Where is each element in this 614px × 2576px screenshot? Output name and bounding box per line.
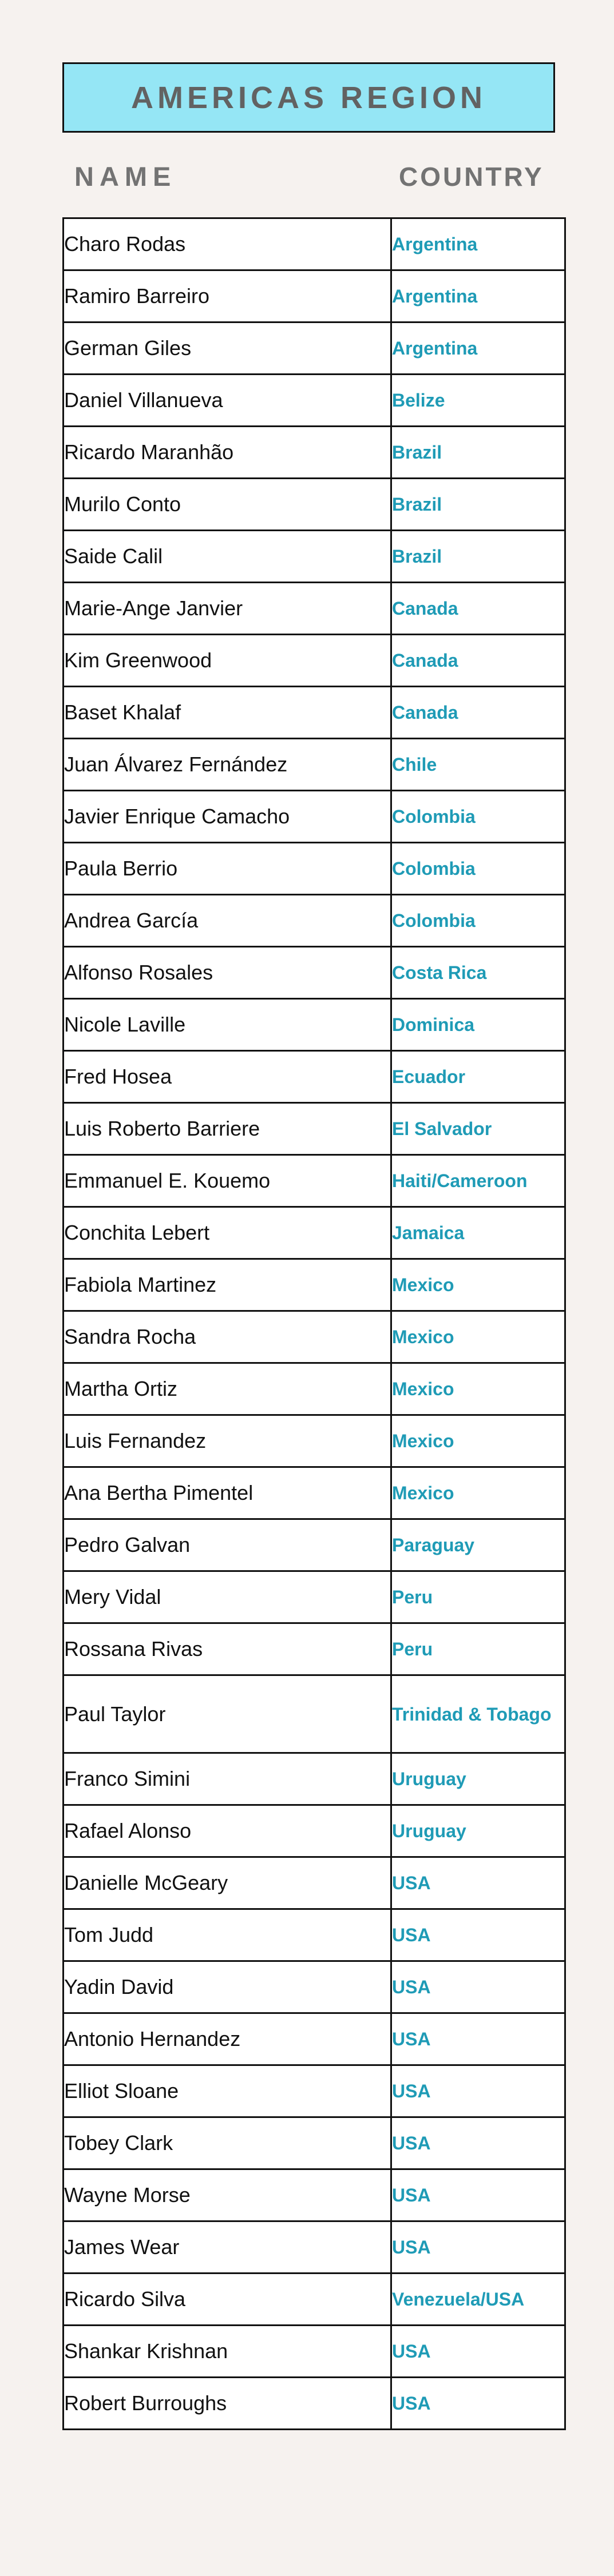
- member-country: Paraguay: [391, 1519, 565, 1571]
- table-row: [64, 1415, 565, 1467]
- member-name: Nicole Laville: [64, 999, 391, 1051]
- member-country: Chile: [391, 739, 565, 791]
- table-row: [64, 1805, 565, 1857]
- table-row: [64, 843, 565, 895]
- member-country: USA: [391, 2378, 565, 2430]
- member-name: Rafael Alonso: [64, 1805, 391, 1857]
- region-title-banner: [62, 62, 555, 133]
- table-row: [64, 2013, 565, 2065]
- member-name: Tom Judd: [64, 1909, 391, 1961]
- table-row: [64, 1675, 565, 1753]
- member-country: Uruguay: [391, 1753, 565, 1805]
- member-country: Brazil: [391, 427, 565, 479]
- table-row: [64, 1363, 565, 1415]
- member-country: Canada: [391, 635, 565, 687]
- table-row: [64, 947, 565, 999]
- member-country: Costa Rica: [391, 947, 565, 999]
- member-country: Jamaica: [391, 1207, 565, 1259]
- members-table-body: [64, 218, 565, 2430]
- member-country: Argentina: [391, 218, 565, 270]
- member-name: Charo Rodas: [64, 218, 391, 270]
- member-country: USA: [391, 2169, 565, 2221]
- member-country: Belize: [391, 375, 565, 427]
- member-name: Martha Ortiz: [64, 1363, 391, 1415]
- member-name: Paula Berrio: [64, 843, 391, 895]
- table-row: [64, 218, 565, 270]
- table-row: [64, 1467, 565, 1519]
- member-name: Mery Vidal: [64, 1571, 391, 1623]
- member-country: USA: [391, 1857, 565, 1909]
- member-name: Daniel Villanueva: [64, 375, 391, 427]
- members-table: [62, 217, 566, 2430]
- table-row: [64, 1207, 565, 1259]
- member-name: Alfonso Rosales: [64, 947, 391, 999]
- member-name: Rossana Rivas: [64, 1623, 391, 1675]
- member-country: Brazil: [391, 479, 565, 531]
- member-name: Juan Álvarez Fernández: [64, 739, 391, 791]
- table-row: [64, 739, 565, 791]
- member-country: Brazil: [391, 531, 565, 583]
- member-country: Venezuela/USA: [391, 2274, 565, 2326]
- member-country: USA: [391, 2221, 565, 2274]
- member-country: Mexico: [391, 1467, 565, 1519]
- member-country: Uruguay: [391, 1805, 565, 1857]
- member-name: Saide Calil: [64, 531, 391, 583]
- member-name: Pedro Galvan: [64, 1519, 391, 1571]
- member-country: Peru: [391, 1623, 565, 1675]
- table-row: [64, 791, 565, 843]
- member-country: Colombia: [391, 843, 565, 895]
- member-name: Shankar Krishnan: [64, 2326, 391, 2378]
- member-country: USA: [391, 2013, 565, 2065]
- member-country: USA: [391, 1909, 565, 1961]
- country-column-header: COUNTRY: [399, 162, 544, 192]
- table-row: [64, 375, 565, 427]
- table-row: [64, 1961, 565, 2013]
- member-country: Canada: [391, 687, 565, 739]
- table-row: [64, 635, 565, 687]
- member-country: Mexico: [391, 1311, 565, 1363]
- member-name: Marie-Ange Janvier: [64, 583, 391, 635]
- member-name: Antonio Hernandez: [64, 2013, 391, 2065]
- member-name: Franco Simini: [64, 1753, 391, 1805]
- member-country: USA: [391, 2065, 565, 2117]
- table-row: [64, 2274, 565, 2326]
- member-name: Paul Taylor: [64, 1675, 391, 1753]
- member-country: Mexico: [391, 1415, 565, 1467]
- member-name: James Wear: [64, 2221, 391, 2274]
- member-name: Luis Roberto Barriere: [64, 1103, 391, 1155]
- member-name: Elliot Sloane: [64, 2065, 391, 2117]
- table-row: [64, 531, 565, 583]
- member-country: Canada: [391, 583, 565, 635]
- table-row: [64, 2117, 565, 2169]
- table-row: [64, 1909, 565, 1961]
- member-name: Ana Bertha Pimentel: [64, 1467, 391, 1519]
- member-name: Wayne Morse: [64, 2169, 391, 2221]
- member-country: USA: [391, 2117, 565, 2169]
- page-title: AMERICAS REGION: [130, 80, 487, 115]
- table-row: [64, 1259, 565, 1311]
- member-country: Argentina: [391, 270, 565, 323]
- table-row: [64, 1623, 565, 1675]
- member-name: Baset Khalaf: [64, 687, 391, 739]
- member-name: Danielle McGeary: [64, 1857, 391, 1909]
- member-country: Trinidad & Tobago: [391, 1675, 565, 1753]
- table-row: [64, 1519, 565, 1571]
- table-row: [64, 270, 565, 323]
- table-row: [64, 2169, 565, 2221]
- member-name: Fred Hosea: [64, 1051, 391, 1103]
- member-name: Andrea García: [64, 895, 391, 947]
- table-row: [64, 1753, 565, 1805]
- table-row: [64, 687, 565, 739]
- table-row: [64, 2065, 565, 2117]
- member-name: Ramiro Barreiro: [64, 270, 391, 323]
- table-row: [64, 1051, 565, 1103]
- member-country: El Salvador: [391, 1103, 565, 1155]
- member-country: USA: [391, 1961, 565, 2013]
- member-name: Robert Burroughs: [64, 2378, 391, 2430]
- table-row: [64, 1311, 565, 1363]
- member-name: German Giles: [64, 323, 391, 375]
- table-row: [64, 2378, 565, 2430]
- member-name: Conchita Lebert: [64, 1207, 391, 1259]
- member-country: Colombia: [391, 895, 565, 947]
- member-country: Haiti/Cameroon: [391, 1155, 565, 1207]
- table-row: [64, 2221, 565, 2274]
- table-row: [64, 1857, 565, 1909]
- member-name: Ricardo Silva: [64, 2274, 391, 2326]
- table-row: [64, 2326, 565, 2378]
- name-column-header: NAME: [74, 161, 177, 192]
- table-row: [64, 1571, 565, 1623]
- member-name: Luis Fernandez: [64, 1415, 391, 1467]
- member-name: Emmanuel E. Kouemo: [64, 1155, 391, 1207]
- table-row: [64, 583, 565, 635]
- member-country: Mexico: [391, 1363, 565, 1415]
- member-name: Kim Greenwood: [64, 635, 391, 687]
- table-row: [64, 999, 565, 1051]
- member-country: Colombia: [391, 791, 565, 843]
- table-row: [64, 1155, 565, 1207]
- member-country: Argentina: [391, 323, 565, 375]
- member-name: Tobey Clark: [64, 2117, 391, 2169]
- member-name: Fabiola Martinez: [64, 1259, 391, 1311]
- table-row: [64, 895, 565, 947]
- table-row: [64, 479, 565, 531]
- member-name: Yadin David: [64, 1961, 391, 2013]
- member-name: Javier Enrique Camacho: [64, 791, 391, 843]
- member-country: Mexico: [391, 1259, 565, 1311]
- member-country: Peru: [391, 1571, 565, 1623]
- table-row: [64, 427, 565, 479]
- member-country: USA: [391, 2326, 565, 2378]
- member-country: Ecuador: [391, 1051, 565, 1103]
- table-row: [64, 323, 565, 375]
- member-name: Sandra Rocha: [64, 1311, 391, 1363]
- member-country: Dominica: [391, 999, 565, 1051]
- table-row: [64, 1103, 565, 1155]
- member-name: Murilo Conto: [64, 479, 391, 531]
- member-name: Ricardo Maranhão: [64, 427, 391, 479]
